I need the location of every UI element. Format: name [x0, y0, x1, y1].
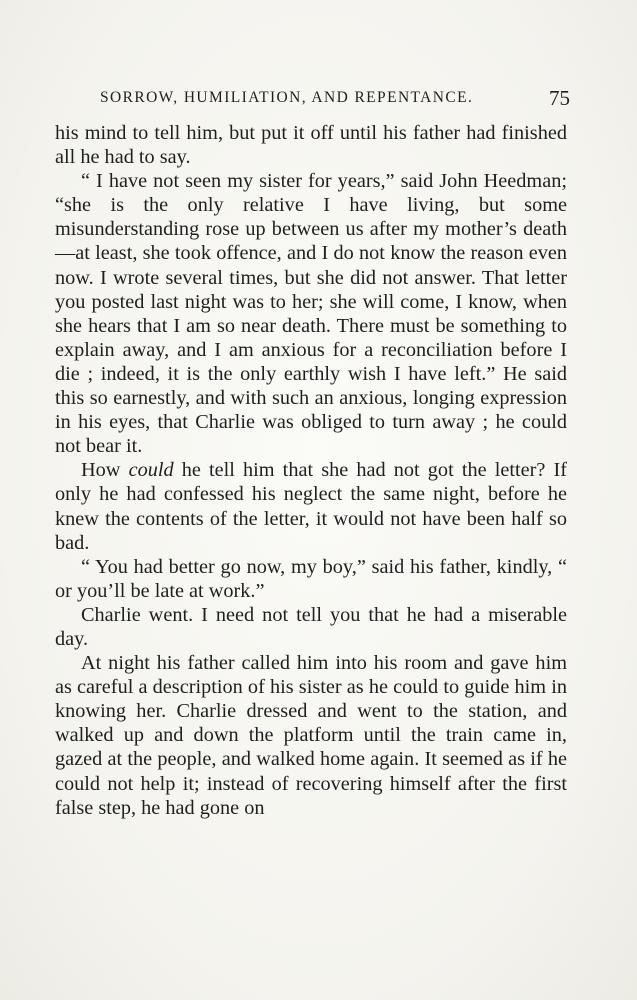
running-head: SORROW, HUMILIATION, AND REPENTANCE. [100, 89, 474, 106]
paragraph [55, 458, 567, 554]
body-text [55, 121, 567, 820]
paragraph-text: How [81, 459, 129, 482]
paragraph-text: he tell him that she had not got the letter? If only he had confessed his neglect the same night, before he knew the contents of the letter, it would not have been half so bad. [55, 459, 567, 554]
page-number: 75 [549, 86, 570, 110]
paragraph: his mind to tell him, but put it off until his father had finished all he had to say. [55, 122, 567, 169]
paragraph: “ I have not seen my sister for years,” said John Heedman; “she is the only relative I have living, but some misunderstanding rose up between us after my mother’s death—at least, she took offence, and I do not know the reason even now. I wrote several times, but she did not answer. That letter you posted last night was to her; she will come, I know, when she hears that I am so near death. There must be something to explain away, and I am anxious for a reconciliation before I die ; indeed, it is the only earthly wish I have left.” He said this so earnestly, and with such an anxious, longing expression in his eyes, that Charlie was obliged to turn away ; he could not bear it. [55, 170, 567, 458]
paragraph: “ You had better go now, my boy,” said his father, kindly, “ or you’ll be late at work.” [55, 555, 567, 602]
paragraph: Charlie went. I need not tell you that he had a miserable day. [55, 603, 567, 650]
paragraph: At night his father called him into his room and gave him as careful a description of his sister as he could to guide him in knowing her. Charlie dressed and went to the station, and walked up and down the platform until the train came in, gazed at the people, and walked home again. It seemed as if he could not help it; instead of recovering himself after the first false step, he had gone on [55, 652, 567, 819]
emphasized-word: could [128, 459, 174, 482]
page-header [100, 84, 570, 112]
